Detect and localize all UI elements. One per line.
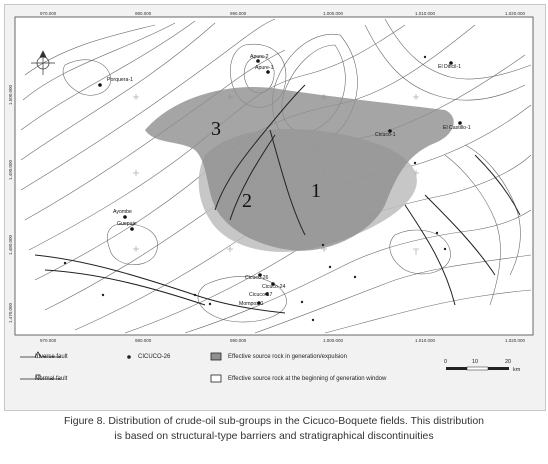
bottom-tick: 1.000.000 bbox=[323, 338, 344, 343]
well-label: Apure-1 bbox=[255, 65, 274, 71]
scale-bar-segment bbox=[446, 367, 467, 370]
scale-bar-segment bbox=[488, 367, 509, 370]
well-label: Cicuco-17 bbox=[249, 292, 273, 298]
bottom-tick: 970.000 bbox=[40, 338, 57, 343]
bottom-tick: 990.000 bbox=[230, 338, 247, 343]
well-dot bbox=[194, 294, 196, 296]
well-dot bbox=[444, 248, 446, 250]
scale-tick: 10 bbox=[472, 359, 479, 365]
well-label: Guepaje bbox=[117, 221, 137, 227]
caption-line-2: is based on structural-type barriers and stratigraphical discontinuities bbox=[114, 430, 434, 442]
left-tick: 1.500.000 bbox=[8, 84, 13, 105]
well-dot bbox=[322, 244, 324, 246]
window-zone-swatch bbox=[211, 375, 221, 382]
scale-bar-segment bbox=[467, 367, 488, 370]
well-dot bbox=[312, 319, 314, 321]
bottom-tick: 1.020.000 bbox=[505, 338, 526, 343]
legend-inverse-fault: Inverse fault bbox=[35, 354, 68, 360]
left-tick: 1.470.000 bbox=[8, 302, 13, 323]
well-dot bbox=[424, 56, 426, 58]
well-label: El Dificil-1 bbox=[438, 64, 462, 70]
well-dot bbox=[354, 276, 356, 278]
scale-tick: 20 bbox=[505, 359, 512, 365]
scale-unit: km bbox=[513, 367, 521, 373]
top-tick: 970.000 bbox=[40, 11, 57, 16]
well-label: El Castillo-1 bbox=[443, 125, 471, 131]
figure-caption bbox=[0, 414, 548, 444]
well-dot bbox=[64, 262, 66, 264]
contour-map bbox=[5, 5, 545, 410]
top-tick: 1.000.000 bbox=[323, 11, 344, 16]
bottom-tick: 980.000 bbox=[135, 338, 152, 343]
left-tick: 1.490.000 bbox=[8, 159, 13, 180]
well-symbol bbox=[98, 83, 102, 87]
well-dot bbox=[329, 266, 331, 268]
zone-number-3: 3 bbox=[211, 118, 221, 140]
top-tick: 1.010.000 bbox=[415, 11, 436, 16]
legend-window-zone: Effective source rock at the beginning of generation window bbox=[228, 376, 387, 382]
generation-zone-swatch bbox=[211, 353, 221, 360]
zone-number-1: 1 bbox=[311, 180, 321, 202]
legend-normal-fault: Normal fault bbox=[35, 376, 68, 382]
bottom-tick: 1.010.000 bbox=[415, 338, 436, 343]
legend-well: CICUCO-26 bbox=[138, 354, 171, 360]
well-dot bbox=[209, 303, 211, 305]
well-label: Porquera-1 bbox=[107, 77, 133, 83]
zone-number-2: 2 bbox=[242, 190, 252, 212]
legend-generation-zone: Effective source rock in generation/expulsion bbox=[228, 354, 347, 360]
left-tick: 1.480.000 bbox=[8, 234, 13, 255]
map-figure bbox=[4, 4, 546, 411]
well-dot bbox=[301, 301, 303, 303]
caption-line-1: Figure 8. Distribution of crude-oil sub-groups in the Cicuco-Boquete fields. This distribution bbox=[63, 415, 484, 427]
well-dot bbox=[102, 294, 104, 296]
top-tick: 1.020.000 bbox=[505, 11, 526, 16]
well-symbol bbox=[123, 215, 127, 219]
scale-tick: 0 bbox=[444, 359, 448, 365]
well-legend-symbol bbox=[127, 355, 131, 359]
well-symbol bbox=[130, 227, 134, 231]
well-label: Mompos-1 bbox=[239, 301, 264, 307]
well-label: Cicuco-1 bbox=[375, 132, 396, 138]
well-dot bbox=[414, 162, 416, 164]
scale-bar bbox=[444, 359, 521, 373]
well-label: Cicuco-26 bbox=[245, 275, 269, 281]
top-tick: 980.000 bbox=[135, 11, 152, 16]
well-dot bbox=[436, 232, 438, 234]
well-label: Ayombe bbox=[113, 209, 132, 215]
well-label: Apure-2 bbox=[250, 54, 269, 60]
well-label: Cicuco-24 bbox=[262, 284, 286, 290]
top-tick: 990.000 bbox=[230, 11, 247, 16]
